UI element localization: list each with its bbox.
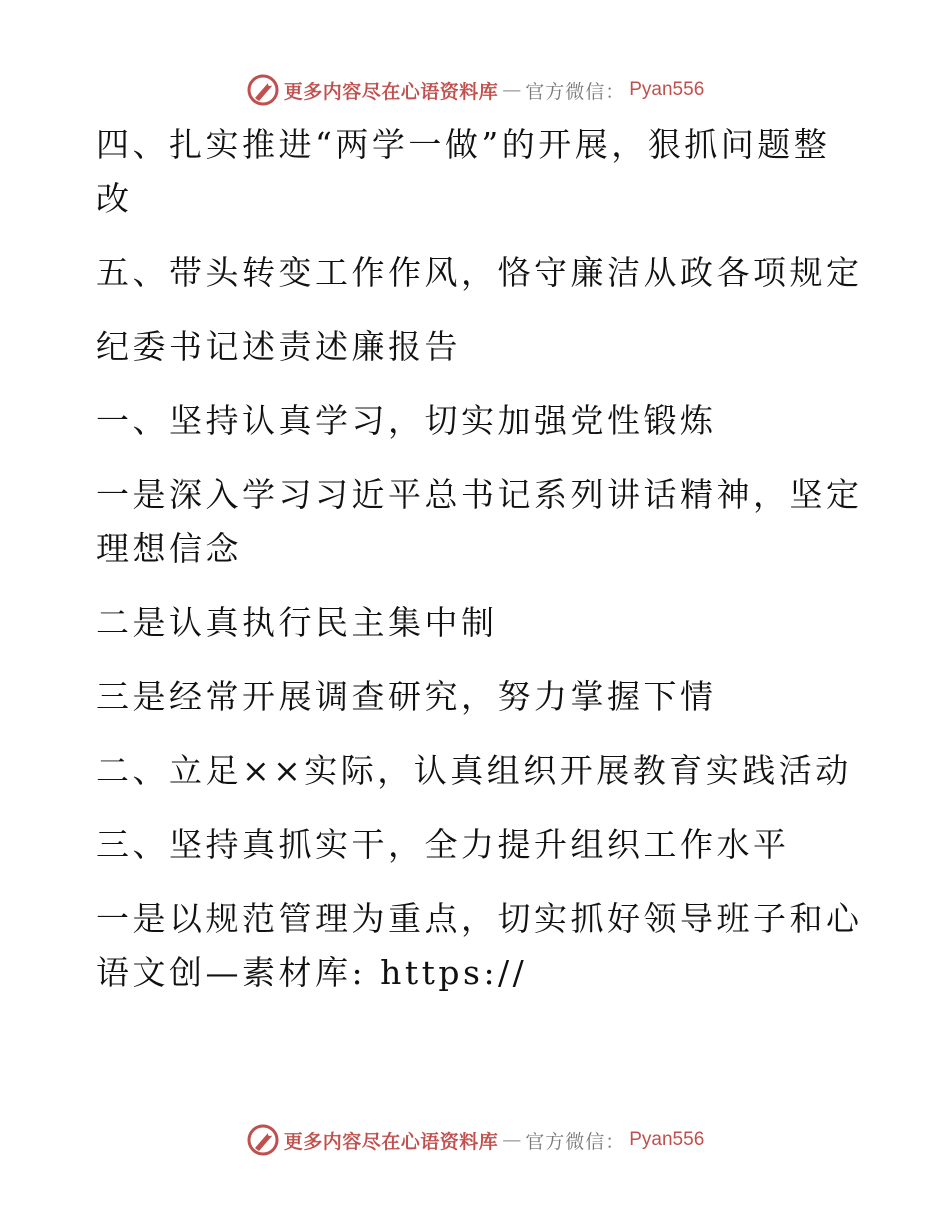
header-banner	[0, 70, 950, 110]
text-line-1: 四、扎实推进“两学一做”的开展，狠抓问题整	[96, 125, 831, 164]
header-banner-inner	[246, 73, 705, 107]
pen-logo-icon	[246, 1123, 280, 1157]
pen-logo-icon	[246, 73, 280, 107]
text-line-10: 二、立足××实际，认真组织开展教育实践活动	[96, 751, 852, 790]
text-line-7: 理想信念	[96, 529, 242, 568]
text-line-12: 一是以规范管理为重点，切实抓好领导班子和心	[96, 899, 863, 938]
text-line-3: 五、带头转变工作作风，恪守廉洁从政各项规定	[96, 253, 863, 292]
footer-banner-dash: —	[502, 1129, 522, 1151]
footer-banner-title: 更多内容尽在心语资料库	[283, 1130, 499, 1153]
text-line-2: 改	[96, 179, 133, 218]
header-banner-dash: —	[502, 79, 522, 101]
text-line-9: 三是经常开展调查研究，努力掌握下情	[96, 677, 717, 716]
text-line-11: 三、坚持真抓实干，全力提升组织工作水平	[96, 825, 790, 864]
text-line-4: 纪委书记述责述廉报告	[96, 327, 461, 366]
text-line-8: 二是认真执行民主集中制	[96, 603, 498, 642]
footer-banner	[0, 1120, 950, 1160]
document-body	[96, 118, 863, 1000]
header-banner-wechat-label: 官方微信：	[525, 80, 626, 103]
footer-banner-inner	[246, 1123, 705, 1157]
footer-banner-wechat-label: 官方微信：	[525, 1130, 626, 1153]
footer-banner-wechat-id: Pyan556	[629, 1129, 705, 1150]
text-line-13: 语文创—素材库: https://	[96, 953, 528, 992]
text-line-5: 一、坚持认真学习，切实加强党性锻炼	[96, 401, 717, 440]
text-line-6: 一是深入学习习近平总书记系列讲话精神，坚定	[96, 475, 863, 514]
header-banner-wechat-id: Pyan556	[629, 79, 705, 100]
header-banner-title: 更多内容尽在心语资料库	[283, 80, 499, 103]
